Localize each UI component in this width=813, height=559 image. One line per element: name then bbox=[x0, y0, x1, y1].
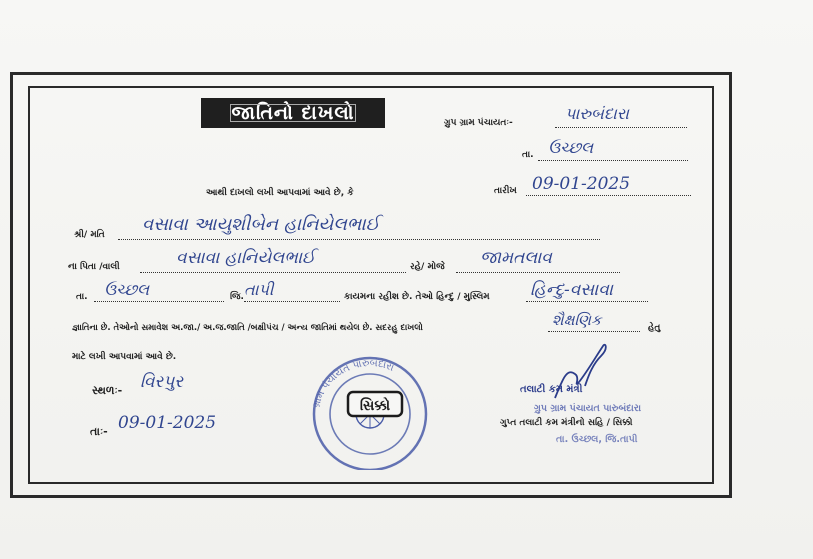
taluka-value: ઉચ્છલ bbox=[104, 280, 150, 299]
residence-label: રહે/ મોજે bbox=[410, 262, 445, 272]
place-value: વિરપુર bbox=[140, 372, 184, 392]
seal-center-text: સિક્કો bbox=[359, 398, 391, 414]
residence-statement: કાયમના રહીશ છે. તેઓ હિન્દુ / મુસ્લિમ bbox=[344, 292, 490, 302]
district-label: જિ. bbox=[230, 292, 244, 302]
closing-text: માટે લખી આપવામાં આવે છે. bbox=[72, 352, 177, 362]
dotted-line bbox=[526, 301, 648, 302]
dotted-line bbox=[456, 272, 620, 273]
dotted-line bbox=[538, 160, 688, 161]
group-panchayat-value: પારુબંદારા bbox=[565, 104, 629, 123]
dotted-line bbox=[526, 195, 691, 196]
religion-value: હિન્દુ-વસાવા bbox=[530, 280, 613, 300]
residence-value: જામતલાવ bbox=[480, 248, 552, 268]
father-name: વસાવા હાનિયેલભાઈ bbox=[176, 248, 316, 268]
date-top-value: 09-01-2025 bbox=[532, 174, 631, 194]
dotted-line bbox=[555, 127, 687, 128]
caste-statement: જ્ઞાતિના છે. તેઓનો સમાવેશ અ.જા./ અ.જ.જાતિ /બક્ષીપંચ / અન્ય જાતિમાં થયેલ છે. સદરહુ દાખલો bbox=[72, 323, 423, 333]
dotted-line bbox=[244, 301, 340, 302]
group-panchayat-label: ગ્રુપ ગ્રામ પંચાયતઃ- bbox=[444, 118, 513, 128]
dotted-line bbox=[94, 301, 224, 302]
seal-ring-text: ગ્રામ પંચાયત પારુબંદારા bbox=[311, 357, 396, 410]
signatory-footer: ગુપ્ત તલાટી કમ મંત્રીનો સહિ / સિક્કો bbox=[500, 418, 633, 428]
father-label: ના પિતા /વાલી bbox=[68, 262, 120, 272]
taluka-top-label: તા. bbox=[522, 150, 534, 160]
signatory-stamp-line1: ગ્રુપ ગ્રામ પંચાયત પારુબંદારા bbox=[534, 403, 642, 414]
district-value: તાપી bbox=[244, 280, 274, 299]
name-label: શ્રી/ મતિ bbox=[74, 230, 105, 240]
taluka-label: તા. bbox=[76, 292, 88, 302]
date-bottom-value: 09-01-2025 bbox=[118, 413, 217, 433]
dotted-line bbox=[140, 272, 406, 273]
date-bottom-label: તાઃ- bbox=[90, 425, 108, 438]
date-top-label: તારીખ bbox=[494, 186, 517, 196]
certificate-title-box bbox=[201, 98, 385, 128]
taluka-top-value: ઉચ્છલ bbox=[548, 138, 594, 157]
signatory-stamp-line2: તા. ઉચ્છલ, જિ.તાપી bbox=[556, 434, 638, 445]
applicant-name: વસાવા આયુશીબેન હાનિયેલભાઈ bbox=[142, 214, 380, 235]
dotted-line bbox=[548, 331, 640, 332]
dotted-line bbox=[118, 239, 600, 240]
place-label: સ્થળઃ- bbox=[92, 384, 123, 397]
purpose-suffix: હેતુ bbox=[648, 323, 661, 333]
certificate-title: જાતિનો દાખલો bbox=[228, 102, 359, 124]
signatory-title: તલાટી કમ મંત્રી bbox=[520, 384, 583, 395]
official-seal bbox=[300, 348, 440, 470]
intro-text: આથી દાખલો લખી આપવામાં આવે છે, કે bbox=[206, 188, 354, 198]
purpose-value: શૈક્ષણિક bbox=[552, 311, 602, 329]
